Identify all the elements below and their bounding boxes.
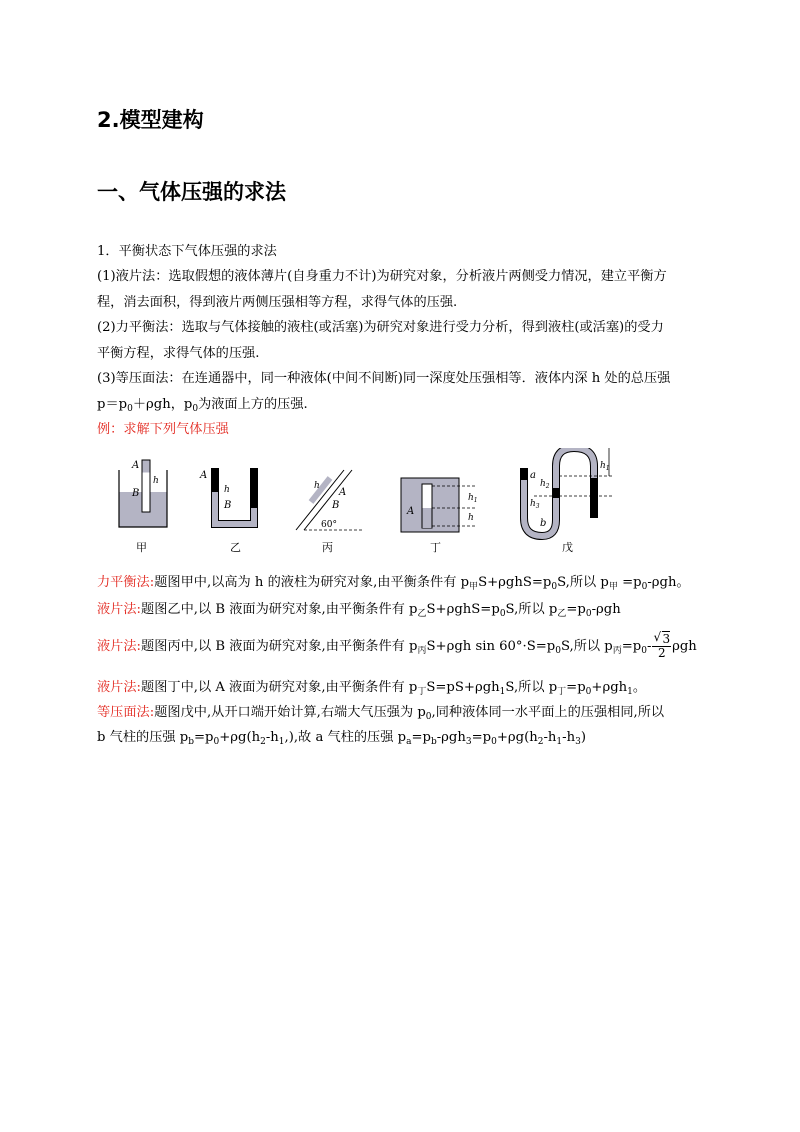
caption-jia: 甲: [136, 541, 147, 554]
label-h2: h: [224, 485, 230, 495]
label-A3: A: [339, 487, 347, 498]
label-A2: A: [200, 470, 208, 481]
label-a: a: [530, 470, 536, 481]
label-A: A: [132, 460, 140, 471]
method-1-line-2: 程，消去面积，得到液片两侧压强相等方程，求得气体的压强.: [97, 295, 458, 310]
figure-svg: [104, 448, 624, 563]
method-2-line-2: 平衡方程，求得气体的压强.: [97, 346, 260, 361]
label-B2: B: [224, 500, 232, 511]
diagram-wu: [524, 448, 614, 554]
label-h: h: [153, 476, 159, 486]
solution-5-line-1: 等压面法:题图戊中,从开口端开始计算,右端大气压强为 $p_0$,同种液体同一水平面上的压强相同,所以: [97, 705, 665, 722]
diagram-bing: [296, 470, 362, 554]
label-A4: A: [407, 506, 415, 517]
caption-bing: 丙: [322, 541, 333, 554]
caption-yi: 乙: [230, 541, 241, 554]
label-h4: h: [468, 513, 474, 523]
caption-wu: 戊: [562, 541, 573, 554]
diagram-yi: [199, 468, 254, 554]
example-label: 例：求解下列气体压强: [97, 422, 229, 437]
method-3-line-2: $p=p_0+\rho gh$，$p_0$为液面上方的压强.: [97, 397, 308, 414]
method-2-line-1: (2)力平衡法：选取与气体接触的液柱(或活塞)为研究对象进行受力分析，得到液柱(或活塞)的受力: [97, 320, 664, 335]
label-angle: 60°: [321, 520, 337, 530]
fraction-sqrt3-over-2: √ $\frac{3}{2}$: [652, 633, 671, 660]
solution-5-line-2: b 气柱的压强 $p_b=p_0+\rho g(h_2-h_1,)$,故 a 气柱的压强 $p_a=p_b-\rho gh_3=p_0+\rho g(h_2-h_1-h_3)$: [97, 730, 586, 747]
label-h2-5: $h_2$: [540, 479, 550, 490]
method-3-line-1: (3)等压面法：在连通器中，同一种液体(中间不间断)同一深度处压强相等．液体内深 h 处的总压强: [97, 371, 671, 386]
pressure-diagrams-figure: [104, 448, 624, 563]
section-title: 2.模型建构: [97, 108, 204, 132]
label-B: B: [132, 488, 140, 499]
solution-3: 液片法:题图丙中,以 B 液面为研究对象,由平衡条件有 $p_丙S+\rho gh$ $\sin 60^\circ\cdot S=p_0S$,所以 $p_丙=p_0-$ √ $\frac{3}{2}$ ρgh: [97, 630, 697, 668]
chapter-title: 一、气体压强的求法: [97, 180, 286, 204]
diagram-ding: [401, 478, 478, 554]
solution-1: 力平衡法:题图甲中,以高为 h 的液柱为研究对象,由平衡条件有 $p_甲S+\rho ghS=p_0S$,所以 $p_甲 =p_0-\rho gh$。: [97, 575, 690, 592]
label-b: b: [540, 518, 547, 529]
diagram-jia: [119, 460, 167, 554]
label-h3: h: [314, 481, 320, 491]
label-h3-5: $h_3$: [530, 499, 540, 510]
label-h1-4: $h_1$: [468, 493, 478, 504]
solution-2: 液片法:题图乙中,以 B 液面为研究对象,由平衡条件有 $p_乙S+\rho ghS=p_0S$,所以 $p_乙=p_0$-ρgh: [97, 602, 621, 619]
label-h1-5: $h_1$: [600, 461, 610, 472]
method-1-line-1: (1)液片法：选取假想的液体薄片(自身重力不计)为研究对象，分析液片两侧受力情况，建立平衡方: [97, 269, 667, 284]
solution-4: 液片法:题图丁中,以 A 液面为研究对象,由平衡条件有 $p_丁S=pS+\rho gh_1S$,所以 $p_丁=p_0+\rho gh_1$。: [97, 680, 647, 697]
label-B3: B: [332, 500, 340, 511]
subsection-heading: 1．平衡状态下气体压强的求法: [97, 244, 277, 259]
caption-ding: 丁: [430, 541, 441, 554]
